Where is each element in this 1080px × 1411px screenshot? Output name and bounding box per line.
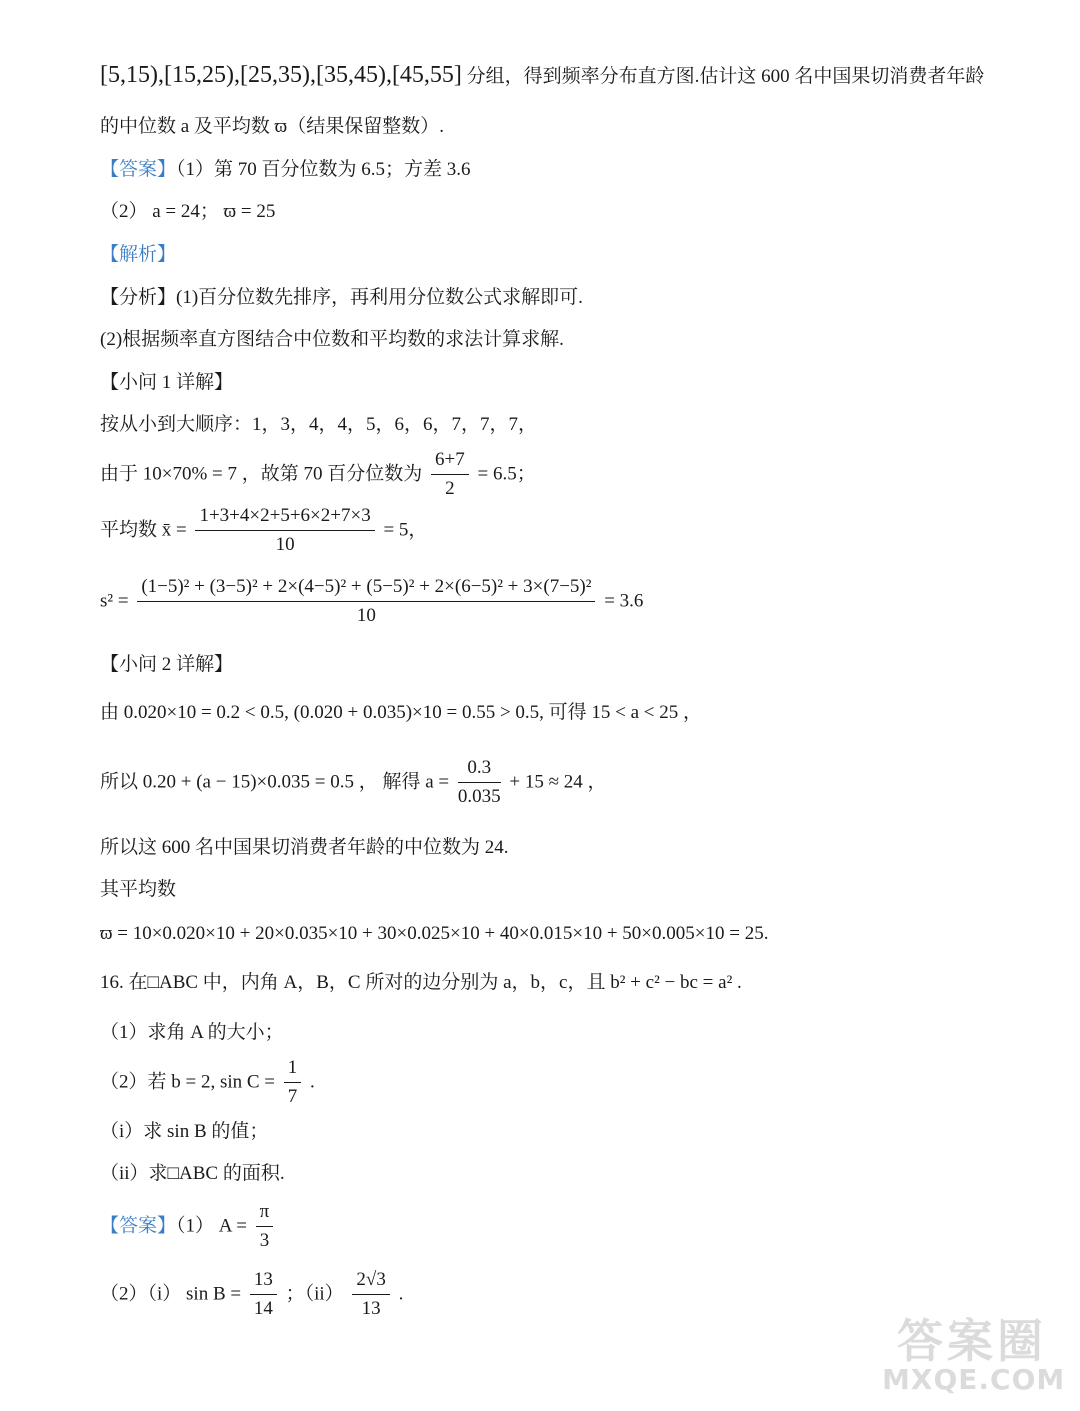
sub2-line3: 所以这 600 名中国果切消费者年龄的中位数为 24. <box>100 837 509 858</box>
sub1-mean-line <box>100 504 1000 557</box>
q16-part2: （2）若 b = 2, sin C = $\frac{1}{7}$ . <box>100 1057 315 1107</box>
fenxi-1: (1)百分位数先排序，再利用分位数公式求解即可. <box>176 287 583 308</box>
mean-suffix: = 5， <box>383 519 428 541</box>
pct-prefix: 由于 10×70% = 7 ，故第 70 百分位数为 <box>100 463 423 485</box>
answer2-area-fraction: $\frac{2√3}{13}$ <box>352 1268 389 1321</box>
answer1-tag: 【答案】 <box>100 159 177 180</box>
sub2-line1: 由 0.020×10 = 0.2 < 0.5, (0.020 + 0.035)×10 = 0.55 > 0.5, 可得 15 < a < 25 ， <box>100 702 703 723</box>
sub1-variance-line <box>100 575 1000 628</box>
q16-part-i: （i）求 sin B 的值； <box>100 1121 269 1142</box>
mean-fraction: $\frac{1+3+4\times 2+5+6\times 2+7\times 3}{10}$ <box>195 504 374 557</box>
sub2-line2 <box>100 756 1000 809</box>
sub2-line2-prefix: 所以 0.20 + (a − 15)×0.035 = 0.5 ， 解得 a = <box>100 771 450 793</box>
answer2-sinb-fraction: $\frac{13}{14}$ <box>250 1268 277 1321</box>
q15-line2: 的中位数 a 及平均数 ϖ（结果保留整数）. <box>100 116 444 137</box>
answer1-line <box>100 157 1000 183</box>
sub1-sort: 按从小到大顺序：1，3，4，4，5，6，6，7，7，7， <box>100 414 538 435</box>
pct-fraction: $\frac{6+7}{2}$ <box>431 448 469 501</box>
sub2-title: 【小问 2 详解】 <box>100 654 234 675</box>
mean-prefix: 平均数 x̄ = <box>100 519 187 541</box>
var-fraction: $\frac{\text{(1−5)² + (3−5)² + 2×(4−5)² + (5−5)² + 2×(6−5)² + 3×(7−5)²}}{10}$ <box>137 575 595 628</box>
q15-line1-rest: 分组，得到频率分布直方图.估计这 600 名中国果切消费者年龄 <box>466 66 985 87</box>
answer2-pi-fraction: $\frac{\pi}{3}$ <box>256 1200 274 1253</box>
q15-intervals: [5,15),[15,25),[25,35),[35,45),[45,55] <box>100 62 462 88</box>
q16-part1: （1）求角 A 的大小； <box>100 1022 284 1043</box>
answer2-tag: 【答案】 <box>100 1215 177 1237</box>
analysis-tag: 【解析】 <box>100 244 177 265</box>
var-suffix: = 3.6 <box>604 590 644 612</box>
sub1-percentile-line <box>100 448 1000 501</box>
q16-part-ii: （ii）求□ABC 的面积. <box>100 1163 285 1184</box>
q15-intervals-line <box>100 62 1000 90</box>
q16-stem: 16. 在□ABC 中，内角 A，B，C 所对的边分别为 a，b，c，且 b² + c² − bc = a² . <box>100 972 742 993</box>
answer1-part1: （1）第 70 百分位数为 6.5；方差 3.6 <box>176 159 471 180</box>
sub2-line4: 其平均数 <box>100 879 177 900</box>
answer2-line2: （2）（i） sin B = $\frac{13}{14}$ ；（ii） $\frac{2√3}{13}$ . <box>100 1269 404 1319</box>
answer2-line1: 【答案】（1） A = $\frac{\pi}{3}$ <box>100 1200 1000 1253</box>
sub2-line2-suffix: + 15 ≈ 24 ， <box>509 771 607 793</box>
answer1-part2: （2） a = 24； ϖ = 25 <box>100 201 276 222</box>
watermark-text-url: MXQE.COM <box>882 1363 1066 1396</box>
sub2-line5: ϖ = 10×0.020×10 + 20×0.035×10 + 30×0.025×10 + 40×0.015×10 + 50×0.005×10 = 25. <box>100 923 769 944</box>
watermark-text-cn: 答案圈 <box>897 1314 1047 1368</box>
pct-suffix: = 6.5； <box>477 463 536 485</box>
sub2-fraction: $\frac{0.3}{0.035}$ <box>457 757 501 807</box>
sub1-title: 【小问 1 详解】 <box>100 372 234 393</box>
fenxi-2: (2)根据频率直方图结合中位数和平均数的求法计算求解. <box>100 329 564 350</box>
var-prefix: s² = <box>100 590 129 612</box>
q16-sinc-fraction: $\frac{1}{7}$ <box>284 1056 302 1109</box>
fenxi-tag: 【分析】 <box>100 287 177 308</box>
watermark-logo <box>882 1305 1066 1401</box>
fenxi-line <box>100 285 1000 311</box>
